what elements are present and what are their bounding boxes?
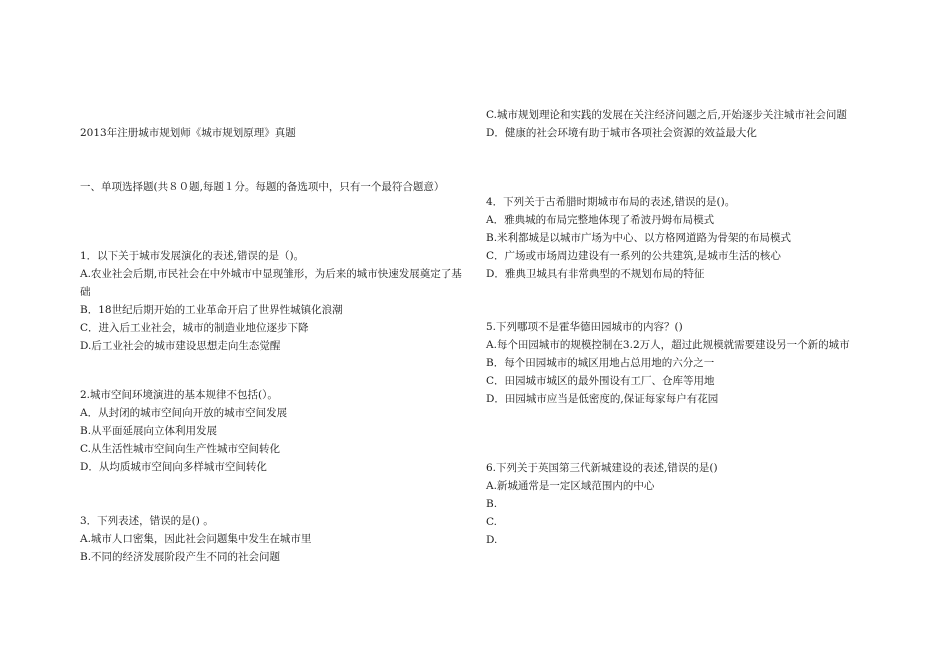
option-b: B.不同的经济发展阶段产生不同的社会问题 [80,551,281,563]
question-stem: 5.下列哪项不是霍华德田园城市的内容？() [486,321,683,333]
option-c: C．进入后工业社会，城市的制造业地位逐步下降 [80,322,309,334]
option-c: C. [486,516,497,528]
option-a: A．雅典城的布局完整地体现了希波丹姆布局模式 [486,214,715,226]
option-b: B．18世纪后期开始的工业革命开启了世界性城镇化浪潮 [80,304,343,316]
question-4 [486,193,878,283]
question-5 [486,318,878,408]
section-header: 一、单项选择题(共８０题,每题１分。每题的备选项中，只有一个最符合题意） [80,181,445,193]
option-d: D．雅典卫城具有非常典型的不规划布局的特征 [486,268,705,280]
option-c: C．广场或市场周边建设有一系列的公共建筑,是城市生活的核心 [486,250,781,262]
option-d: D．健康的社会环境有助于城市各项社会资源的效益最大化 [486,127,757,139]
option-a: A．从封闭的城市空间向开放的城市空间发展 [80,407,288,419]
option-b: B. [486,498,498,510]
option-d: D．田园城市应当是低密度的,保证每家每户有花园 [486,393,719,405]
option-a: A.农业社会后期,市民社会在中外城市中显现雏形，为后来的城市快速发展奠定了基础 [80,268,462,298]
option-c: C．田园城市城区的最外围设有工厂、仓库等用地 [486,375,715,387]
option-c: C.从生活性城市空间向生产性城市空间转化 [80,443,280,455]
question-1 [80,247,472,355]
option-b: B.米利都城是以城市广场为中心、以方格网道路为骨架的布局模式 [486,232,792,244]
question-stem: 4．下列关于古希腊时期城市布局的表述,错误的是()。 [486,196,736,208]
question-6 [486,459,878,549]
option-b: B.从平面延展向立体利用发展 [80,425,218,437]
option-d: D.后工业社会的城市建设思想走向生态觉醒 [80,340,281,352]
question-stem: 2.城市空间环境演进的基本规律不包括(）。 [80,389,278,401]
question-2 [80,386,472,476]
option-b: B．每个田园城市的城区用地占总用地的六分之一 [486,357,715,369]
option-a: A.城市人口密集，因此社会问题集中发生在城市里 [80,533,312,545]
question-stem: 6.下列关于英国第三代新城建设的表述,错误的是() [486,462,718,474]
option-d: D．从均质城市空间向多样城市空间转化 [80,461,267,473]
question-stem: 3．下列表述，错误的是() 。 [80,515,214,527]
question-3-continued [486,106,878,142]
question-3 [80,512,472,566]
document-title: 2013年注册城市规划师《城市规划原理》真题 [80,127,296,139]
option-d: D. [486,534,498,546]
option-a: A.每个田园城市的规模控制在3.2万人，超过此规模就需要建设另一个新的城市 [486,339,850,351]
question-stem: 1．以下关于城市发展演化的表述,错误的是（)。 [80,250,305,262]
option-c: C.城市规划理论和实践的发展在关注经济问题之后,开始逐步关注城市社会问题 [486,109,847,121]
option-a: A.新城通常是一定区域范围内的中心 [486,480,655,492]
